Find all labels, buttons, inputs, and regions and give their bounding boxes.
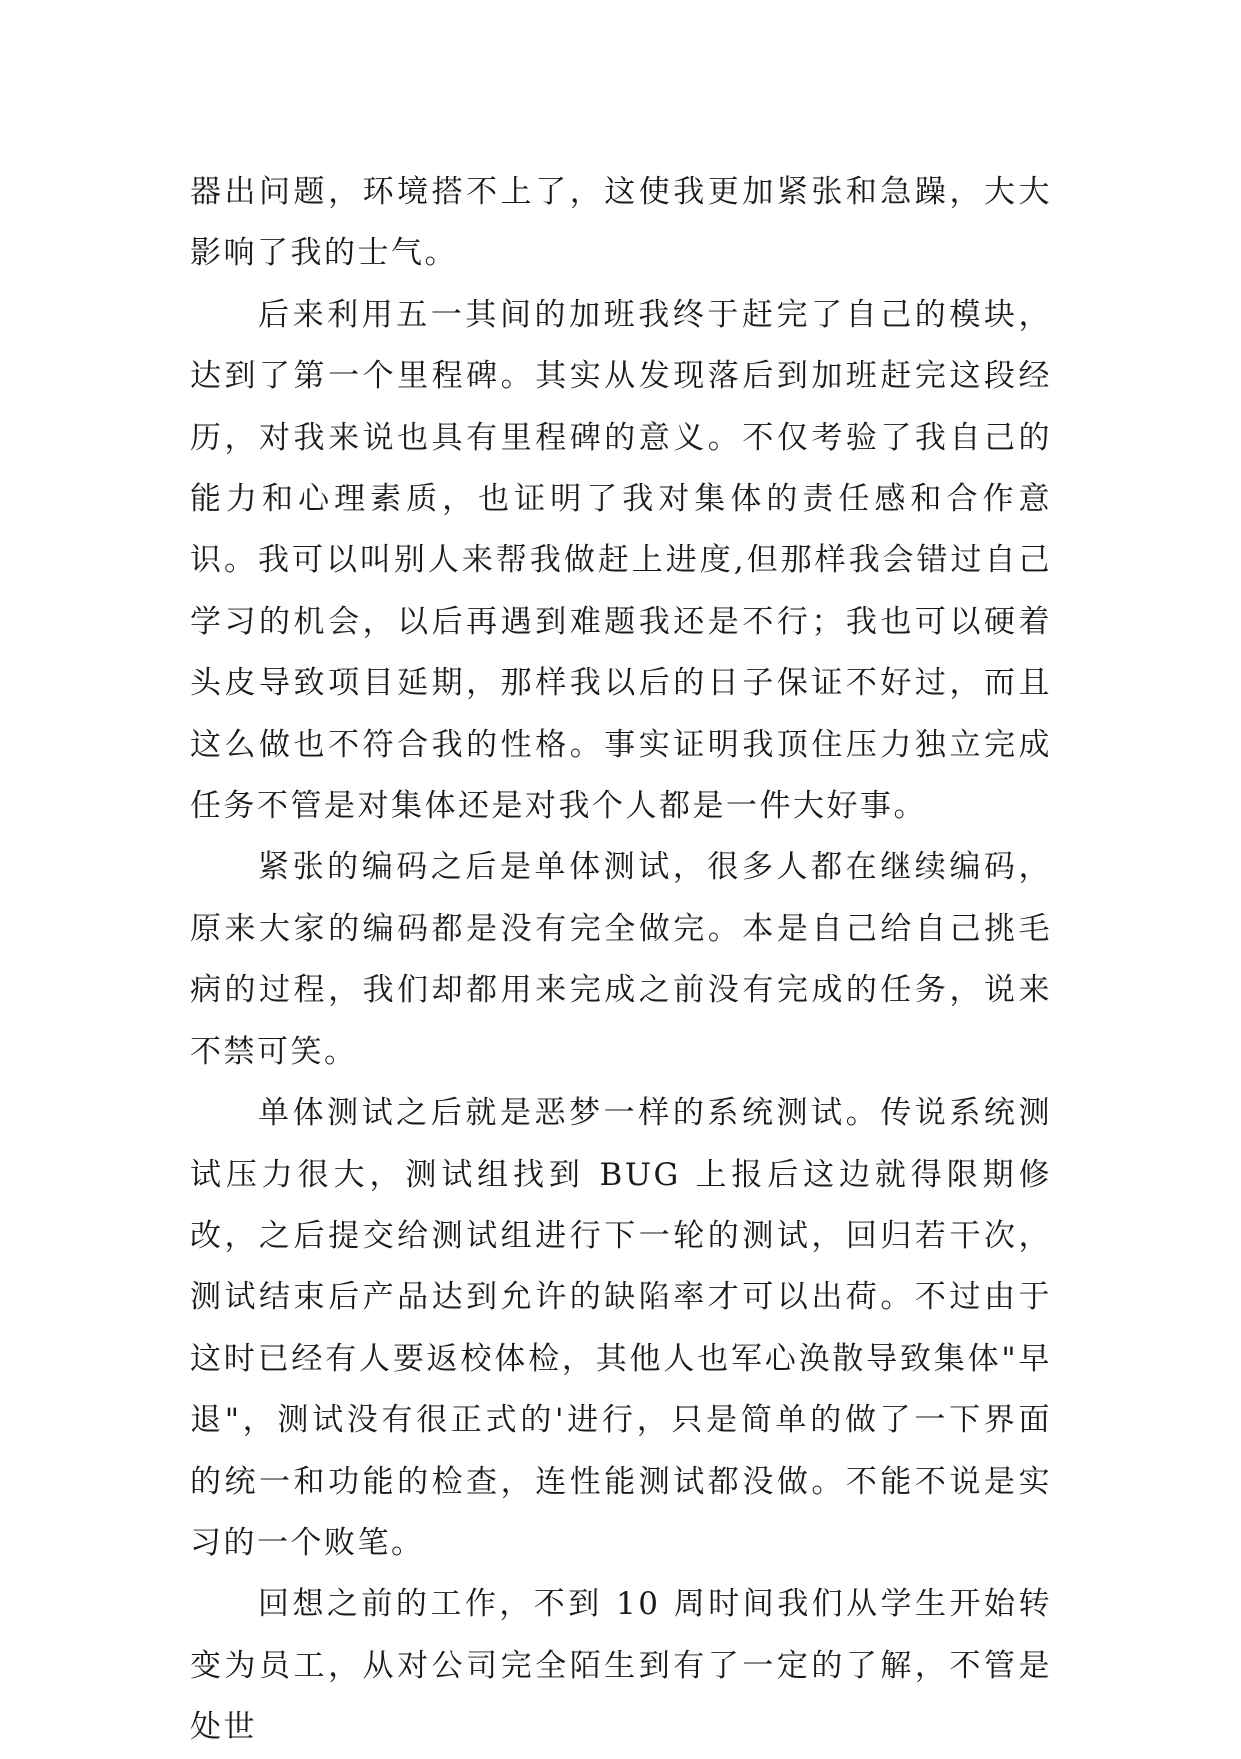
- paragraph-4: 单体测试之后就是恶梦一样的系统测试。传说系统测试压力很大，测试组找到 BUG 上报后这边就得限期修改，之后提交给测试组进行下一轮的测试，回归若干次，测试结束后产品达到允许的缺陷率才可以出荷。不过由于这时已经有人要返校体检，其他人也军心涣散导致集体"早退"，测试没有很正式的'进行，只是简单的做了一下界面的统一和功能的检查，连性能测试都没做。不能不说是实习的一个败笔。: [190, 1095, 1052, 1561]
- paragraph-3: 紧张的编码之后是单体测试，很多人都在继续编码，原来大家的编码都是没有完全做完。本是自己给自己挑毛病的过程，我们却都用来完成之前没有完成的任务，说来不禁可笑。: [190, 849, 1052, 1070]
- paragraph-1: 器出问题，环境搭不上了，这使我更加紧张和急躁，大大影响了我的士气。: [190, 174, 1052, 272]
- paragraph-2: 后来利用五一其间的加班我终于赶完了自己的模块，达到了第一个里程碑。其实从发现落后到加班赶完这段经历，对我来说也具有里程碑的意义。不仅考验了我自己的能力和心理素质，也证明了我对集体的责任感和合作意识。我可以叫别人来帮我做赶上进度,但那样我会错过自己学习的机会，以后再遇到难题我还是不行；我也可以硬着头皮导致项目延期，那样我以后的日子保证不好过，而且这么做也不符合我的性格。事实证明我顶住压力独立完成任务不管是对集体还是对我个人都是一件大好事。: [190, 296, 1052, 825]
- paragraph-5: 回想之前的工作，不到 10 周时间我们从学生开始转变为员工，从对公司完全陌生到有了一定的了解，不管是处世: [190, 1586, 1052, 1746]
- document-body: [190, 162, 1052, 1759]
